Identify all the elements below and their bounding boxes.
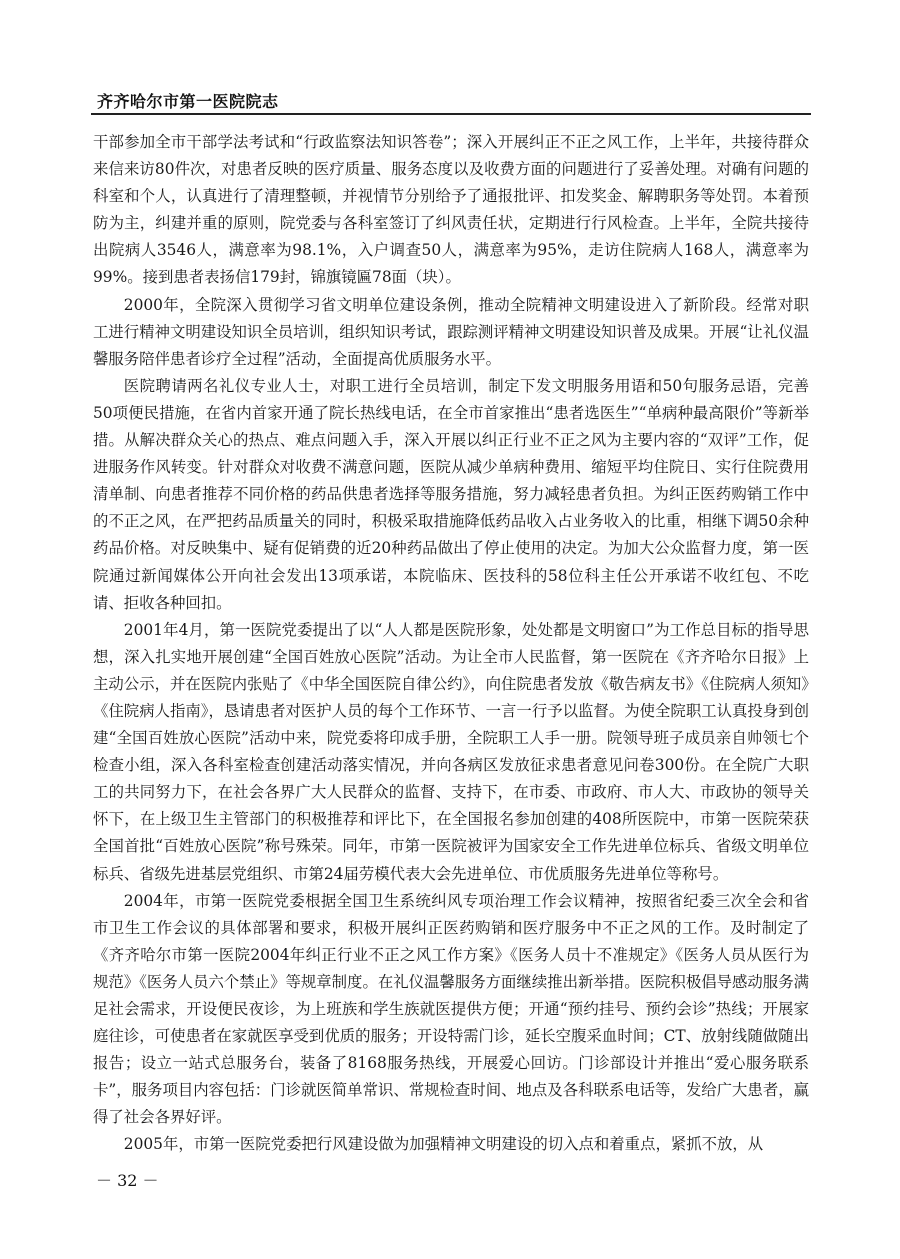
paragraph: 干部参加全市干部学法考试和“行政监察法知识答卷”；深入开展纠正不正之风工作，上半年，共接待群众来信来访80件次，对患者反映的医疗质量、服务态度以及收费方面的问题进行了妥善处理。对确有问题的科室和个人，认真进行了清理整顿，并视情节分别给予了通报批评、扣发奖金、解聘职务等处罚。本着预防为主，纠建并重的原则，院党委与各科室签订了纠风责任状，定期进行行风检查。上半年，全院共接待出院病人3546人，满意率为98.1%，入户调查50人，满意率为95%，走访住院病人168人，满意率为99%。接到患者表扬信179封，锦旗镜匾78面（块）。 <box>93 133 809 287</box>
paragraph: 2005年，市第一医院党委把行风建设做为加强精神文明建设的切入点和着重点，紧抓不放，从 <box>123 1135 764 1154</box>
paragraph: 2004年，市第一医院党委根据全国卫生系统纠风专项治理工作会议精神，按照省纪委三次全会和省市卫生工作会议的具体部署和要求，积极开展纠正医药购销和医疗服务中不正之风的工作。及时制定了《齐齐哈尔市第一医院2004年纠正行业不正之风工作方案》《医务人员十不准规定》《医务人员从医行为规范》《医务人员六个禁止》等规章制度。在礼仪温馨服务方面继续推出新举措。医院积极倡导感动服务满足社会需求，开设便民夜诊，为上班族和学生族就医提供方便；开通“预约挂号、预约会诊”热线；开展家庭往诊，可使患者在家就医享受到优质的服务；开设特需门诊，延长空腹采血时间；CT、放射线随做随出报告；设立一站式总服务台，装备了8168服务热线，开展爱心回访。门诊部设计并推出“爱心服务联系卡”，服务项目内容包括：门诊就医简单常识、常规检查时间、地点及各科联系电话等，发给广大患者，赢得了社会各界好评。 <box>93 891 809 1127</box>
paragraph: 2001年4月，第一医院党委提出了以“人人都是医院形象，处处都是文明窗口”为工作总目标的指导思想，深入扎实地开展创建“全国百姓放心医院”活动。为让全市人民监督，第一医院在《齐齐哈尔日报》上主动公示，并在医院内张贴了《中华全国医院自律公约》，向住院患者发放《敬告病友书》《住院病人须知》《住院病人指南》，恳请患者对医护人员的每个工作环节、一言一行予以监督。为使全院职工认真投身到创建“全国百姓放心医院”活动中来，院党委将印成手册，全院职工人手一册。院领导班子成员亲自帅领七个检查小组，深入各科室检查创建活动落实情况，并向各病区发放征求患者意见问卷300份。在全院广大职工的共同努力下，在社会各界广大人民群众的监督、支持下，在市委、市政府、市人大、市政协的领导关怀下，在上级卫生主管部门的积极推荐和评比下，在全国报名参加创建的408所医院中，市第一医院荣获全国首批“百姓放心医院”称号殊荣。同年，市第一医院被评为国家安全工作先进单位标兵、省级文明单位标兵、省级先进基层党组织、市第24届劳模代表大会先进单位、市优质服务先进单位等称号。 <box>93 620 809 883</box>
paragraph: 2000年，全院深入贯彻学习省文明单位建设条例，推动全院精神文明建设进入了新阶段。经常对职工进行精神文明建设知识全员培训，组织知识考试，跟踪测评精神文明建设知识普及成果。开展“让礼仪温馨服务陪伴患者诊疗全过程”活动，全面提高优质服务水平。 <box>93 295 809 368</box>
paragraph: 医院聘请两名礼仪专业人士，对职工进行全员培训，制定下发文明服务用语和50句服务忌语，完善50项便民措施，在省内首家开通了院长热线电话，在全市首家推出“患者选医生”“单病种最高限价”等新举措。从解决群众关心的热点、难点问题入手，深入开展以纠正行业不正之风为主要内容的“双评”工作，促进服务作风转变。针对群众对收费不满意问题，医院从减少单病种费用、缩短平均住院日、实行住院费用清单制、向患者推荐不同价格的药品供患者选择等服务措施，努力减轻患者负担。为纠正医药购销工作中的不正之风，在严把药品质量关的同时，积极采取措施降低药品收入占业务收入的比重，相继下调50余种药品价格。对反映集中、疑有促销费的近20种药品做出了停止使用的决定。为加大公众监督力度，第一医院通过新闻媒体公开向社会发出13项承诺，本院临床、医技科的58位科主任公开承诺不收红包、不吃请、拒收各种回扣。 <box>93 376 809 612</box>
body-text <box>93 129 809 1159</box>
book-title: 齐齐哈尔市第一医院院志 <box>97 92 279 111</box>
running-header <box>91 83 811 113</box>
page-number: － 32 － <box>96 1171 159 1190</box>
header-rule <box>91 113 811 115</box>
